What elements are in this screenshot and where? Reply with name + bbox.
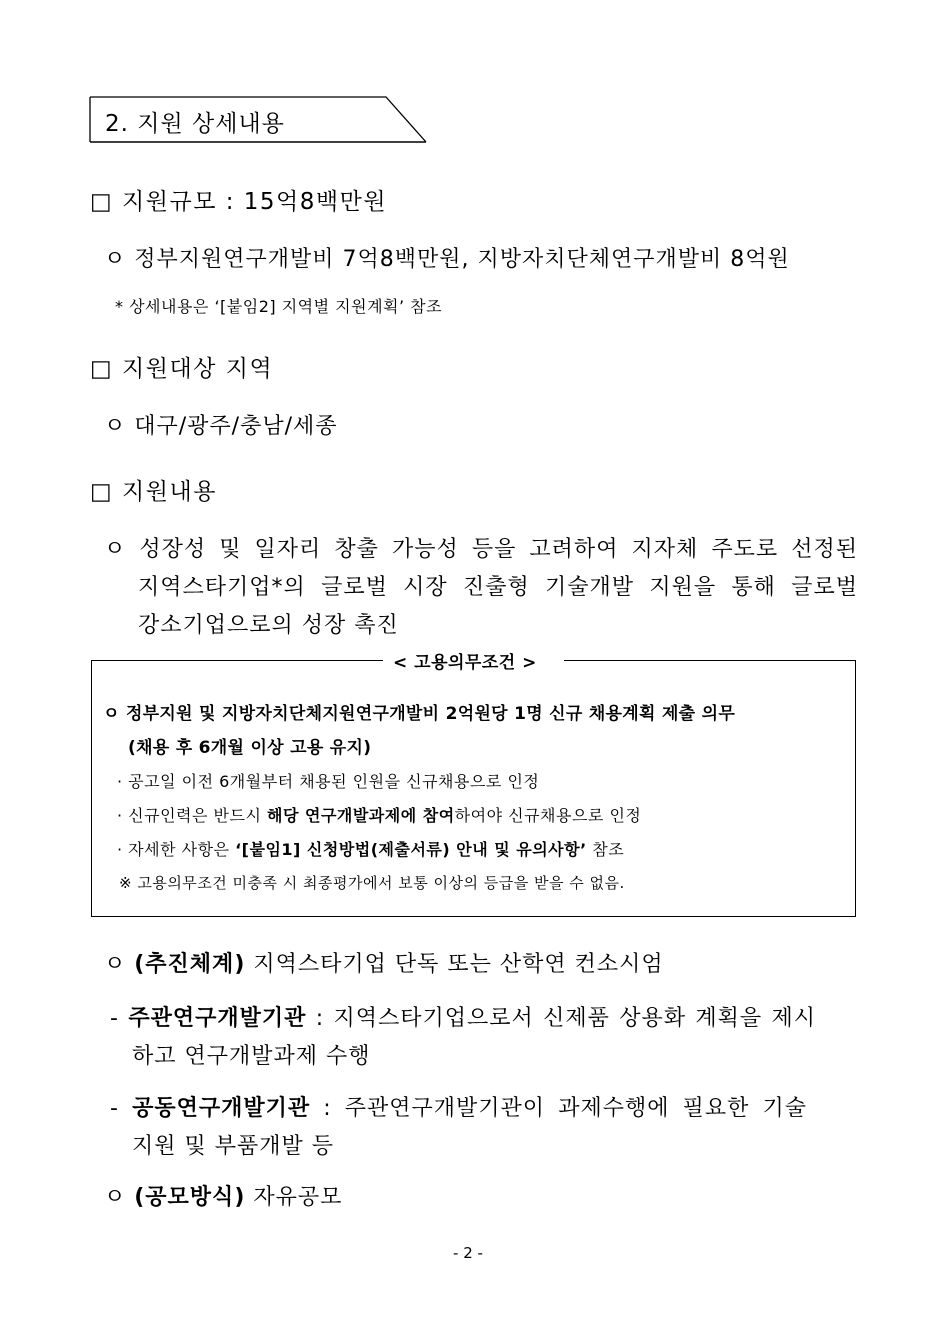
content-line-2: 지역스타기업*의 글로벌 시장 진출형 기술개발 지원을 통해 글로벌 [138, 575, 858, 600]
box-top-border-right [564, 660, 855, 661]
page-number: - 2 - [453, 1244, 483, 1262]
region-item: ㅇ 대구/광주/충남/세종 [104, 414, 338, 439]
employment-sub-1: · 공고일 이전 6개월부터 채용된 인원을 신규채용으로 인정 [117, 772, 540, 791]
content-line-1: ㅇ 성장성 및 일자리 창출 가능성 등을 고려하여 지자체 주도로 선정된 [104, 537, 858, 562]
lead-institution-line-1: - 주관연구개발기관 : 지역스타기업으로서 신제품 상용화 계획을 제시 [110, 1006, 816, 1031]
employment-warning: ※ 고용의무조건 미충족 시 최종평가에서 보통 이상의 등급을 받을 수 없음. [119, 874, 625, 892]
lead-institution-line-2: 하고 연구개발과제 수행 [132, 1044, 371, 1069]
joint-institution-line-1: - 공동연구개발기관 : 주관연구개발기관이 과제수행에 필요한 기술 [110, 1096, 807, 1121]
section-heading-box [89, 96, 429, 144]
content-section-title: □ 지원내용 [90, 479, 217, 505]
method-item: ㅇ (공모방식) 자유공모 [104, 1185, 343, 1210]
joint-institution-line-2: 지원 및 부품개발 등 [132, 1134, 334, 1159]
employment-conditions-title: < 고용의무조건 > [393, 653, 537, 673]
employment-main-line-2: (채용 후 6개월 이상 고용 유지) [128, 738, 372, 758]
scale-note: * 상세내용은 ‘[붙임2] 지역별 지원계획’ 참조 [115, 297, 443, 316]
scale-item: ㅇ 정부지원연구개발비 7억8백만원, 지방자치단체연구개발비 8억원 [104, 247, 790, 272]
content-line-3: 강소기업으로의 성장 촉진 [138, 613, 399, 638]
employment-sub-3: · 자세한 사항은 ‘[붙임1] 신청방법(제출서류) 안내 및 유의사항’ 참조 [117, 840, 625, 859]
region-section-title: □ 지원대상 지역 [90, 356, 274, 382]
section-heading-title: 2. 지원 상세내용 [105, 111, 285, 137]
box-top-border-left [91, 660, 383, 661]
employment-main-line-1: ㅇ 정부지원 및 지방자치단체지원연구개발비 2억원당 1명 신규 채용계획 제출 의무 [103, 704, 736, 724]
employment-sub-2: · 신규인력은 반드시 해당 연구개발과제에 참여하여야 신규채용으로 인정 [117, 806, 642, 825]
system-item: ㅇ (추진체계) 지역스타기업 단독 또는 산학연 컨소시엄 [104, 952, 664, 977]
scale-section-title: □ 지원규모 : 15억8백만원 [90, 189, 388, 215]
